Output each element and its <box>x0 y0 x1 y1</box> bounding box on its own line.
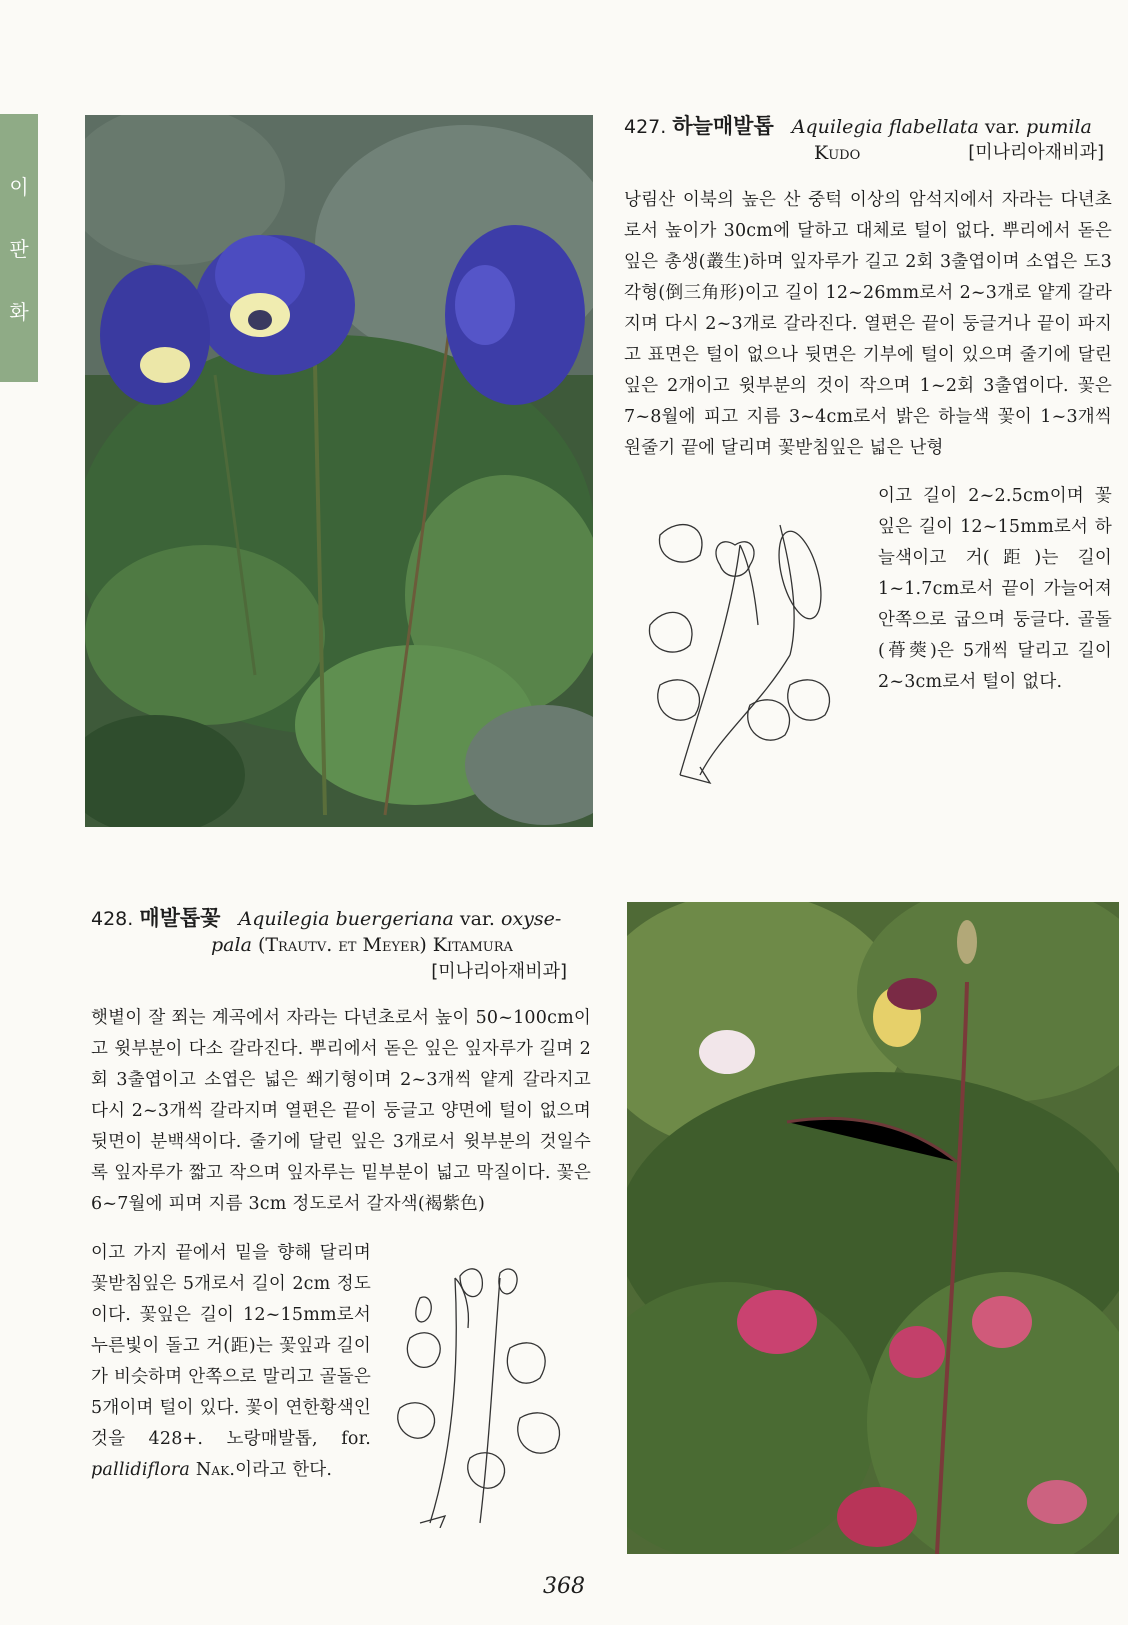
entry-427-description <box>624 185 1112 464</box>
photo-aquilegia-buergeriana <box>627 902 1119 1554</box>
entry-428-description <box>91 1003 591 1220</box>
family-name: [미나리아재비과] <box>431 961 567 982</box>
scientific-name: Aquilegia flabellata <box>791 116 979 138</box>
variety-name: oxyse- <box>501 908 562 930</box>
description-paragraph: 햇볕이 잘 쬐는 계곡에서 자라는 다년초로서 높이 50~100cm이고 윗부분이 다소 갈라진다. 뿌리에서 돋은 잎은 잎자루가 길며 2회 3출엽이고 소엽은 넓은 쐐기형이며 2~3개씩 얕게 갈라지고 다시 2~3개씩 갈라지며 열편은 끝이 둥글고 양면에 털이 없으며 뒷면이 분백색이다. 줄기에 달린 잎은 3개로서 윗부분의 것일수록 잎자루가 짧고 작으며 잎자루는 밑부분이 넓고 막질이다. 꽃은 6~7월에 피며 지름 3cm 정도로서 갈자색(褐紫色) <box>91 1008 591 1214</box>
entry-427-description-continued <box>878 481 1112 698</box>
form-name: pallidiflora <box>91 1460 191 1480</box>
entry-number: 427. <box>624 116 667 138</box>
side-tab-char: 이 <box>9 174 29 199</box>
author-name: Kudo <box>814 142 861 164</box>
line-drawing-aquilegia-buergeriana <box>390 1258 595 1528</box>
form-label: for. <box>341 1429 372 1449</box>
author-name: (Trautv. et Meyer) Kitamura <box>257 934 513 956</box>
description-text: 이고 가지 끝에서 밑을 향해 달리며 꽃받침잎은 5개로서 길이 2cm 정도이다. 꽃잎은 길이 12~15mm로서 누른빛이 돌고 거(距)는 꽃잎과 길이가 비슷하며 안쪽으로 말리고 골돌은 5개이며 털이 있다. 꽃이 연한황색인 것을 428+. 노랑매발톱, <box>91 1243 371 1449</box>
korean-name: 매발톱꽃 <box>139 906 221 930</box>
variety-name: pumila <box>1025 116 1092 138</box>
entry-427-header <box>624 113 1114 166</box>
var-label: var. <box>459 908 495 930</box>
form-author: Nak. <box>195 1460 236 1480</box>
var-label: var. <box>984 116 1020 138</box>
line-drawing-aquilegia-flabellata <box>640 505 868 787</box>
variety-name-continued: pala <box>211 934 252 956</box>
photo-aquilegia-flabellata <box>85 115 593 827</box>
page-number: 368 <box>543 1574 585 1599</box>
entry-428-description-continued <box>91 1238 371 1486</box>
side-tab-char: 화 <box>9 300 29 325</box>
korean-name: 하늘매발톱 <box>672 114 774 138</box>
side-tab-char: 판 <box>9 237 29 262</box>
scientific-name: Aquilegia buergeriana <box>238 908 454 930</box>
family-name: [미나리아재비과] <box>968 142 1104 163</box>
section-side-tab <box>0 114 38 382</box>
entry-428-header <box>91 905 581 985</box>
description-paragraph: 낭림산 이북의 높은 산 중턱 이상의 암석지에서 자라는 다년초로서 높이가 30cm에 달하고 대체로 털이 없다. 뿌리에서 돋은 잎은 총생(叢生)하며 잎자루가 길고 2회 3출엽이며 소엽은 도3각형(倒三角形)이고 길이 12~26mm로서 2~3개로 얕게 갈라지며 다시 2~3개로 갈라진다. 열편은 끝이 둥글거나 끝이 파지고 표면은 털이 없으나 뒷면은 기부에 털이 있으며 줄기에 달린 잎은 2개이고 윗부분의 것이 작으며 1~2회 3출엽이다. 꽃은 7~8월에 피고 지름 3~4cm로서 밝은 하늘색 꽃이 1~3개씩 원줄기 끝에 달리며 꽃받침잎은 넓은 난형 <box>624 190 1112 458</box>
entry-number: 428. <box>91 908 134 930</box>
description-text-end: 이라고 한다. <box>235 1460 333 1480</box>
description-paragraph: 이고 길이 2~2.5cm이며 꽃잎은 길이 12~15mm로서 하늘색이고 거(距)는 길이 1~1.7cm로서 끝이 가늘어져 안쪽으로 굽으며 둥글다. 골돌(蓇葖)은 5개씩 달리고 길이 2~3cm로서 털이 없다. <box>878 486 1112 692</box>
